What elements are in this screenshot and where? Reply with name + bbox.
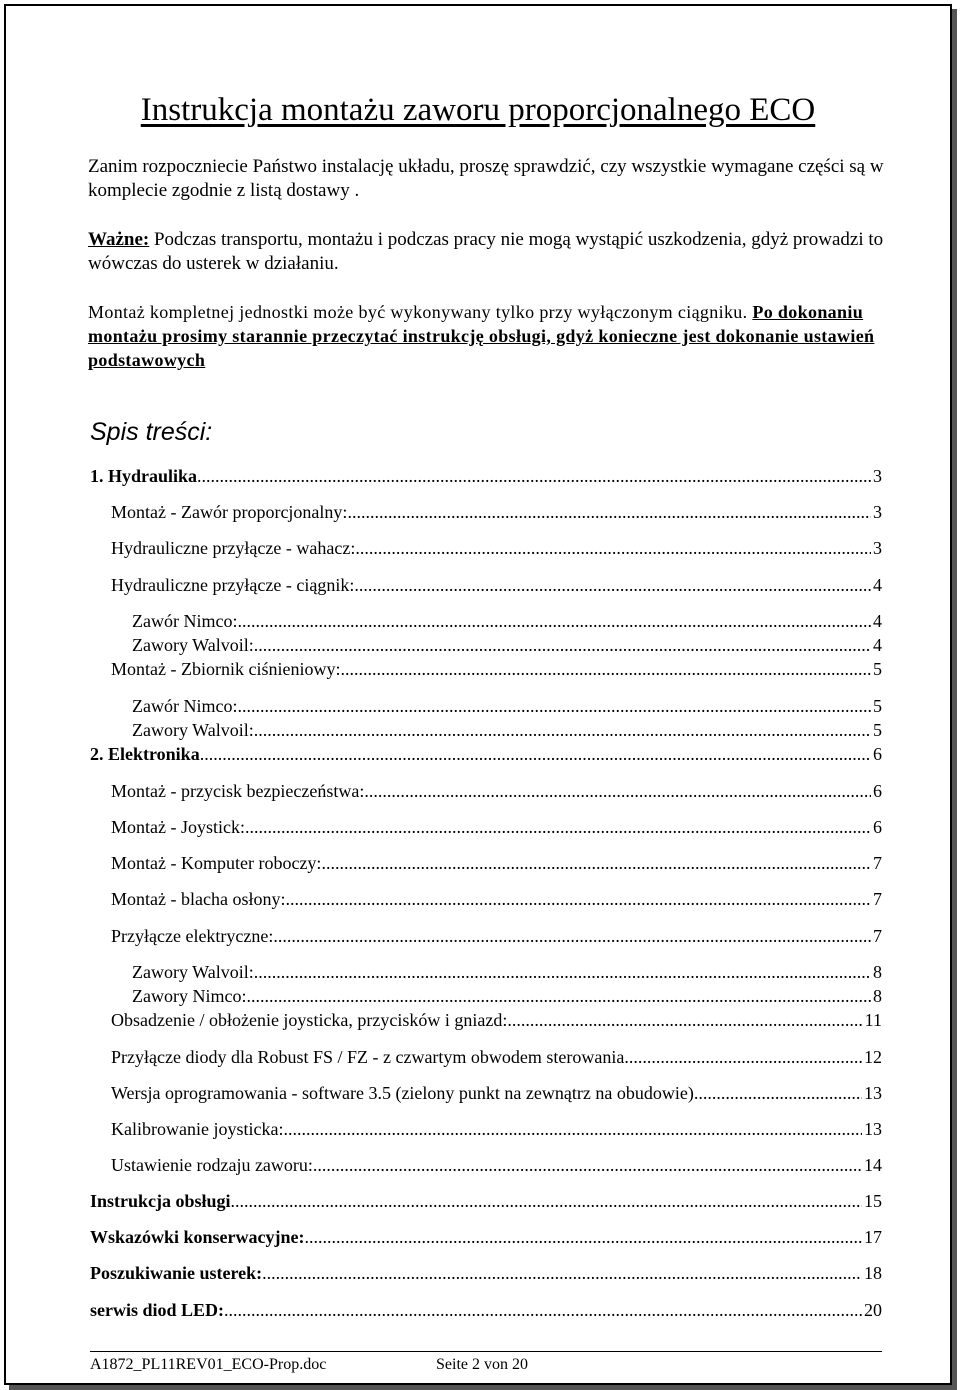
toc-entry-page: 17: [864, 1227, 882, 1247]
toc-entry-label: Montaż - Zawór proporcjonalny:: [111, 502, 348, 522]
assembly-note-emphasis: Po dokonaniu montażu prosimy starannie przeczytać instrukcję obsługi, gdyż konieczne jest dokonanie ustawień podstawowych: [88, 302, 875, 370]
toc-entry-wskazowki[interactable]: [90, 1225, 882, 1249]
toc-entry-label: Poszukiwanie usterek:: [90, 1263, 263, 1283]
toc-entry-label: Montaż - przycisk bezpieczeństwa:: [111, 781, 365, 801]
toc-entry[interactable]: [111, 1153, 882, 1177]
toc-entry-page: 15: [864, 1191, 882, 1211]
toc-entry-label: Instrukcja obsługi: [90, 1191, 231, 1211]
toc-entry-label: Przyłącze elektryczne:: [111, 926, 274, 946]
toc-entry-instrukcja-obslugi[interactable]: [90, 1189, 882, 1213]
footer-page-info: Seite 2 von 20: [436, 1356, 528, 1373]
toc-entry-page: 4: [873, 611, 882, 631]
toc-entry[interactable]: [132, 718, 882, 742]
toc-entry-page: 4: [873, 635, 882, 655]
toc-entry-hydraulika[interactable]: [90, 464, 882, 488]
toc-entry-page: 3: [873, 538, 882, 558]
toc-entry-page: 12: [864, 1047, 882, 1067]
toc-entry-label: Zawór Nimco:: [132, 696, 238, 716]
toc-entry[interactable]: [111, 1045, 882, 1069]
intro-paragraph: Zanim rozpoczniecie Państwo instalację układu, proszę sprawdzić, czy wszystkie wymagane części są w komplecie zgodnie z listą dostawy .: [88, 156, 884, 201]
page-frame: [4, 4, 952, 1385]
toc-entry-serwis-diod[interactable]: [90, 1298, 882, 1322]
toc-entry-elektronika[interactable]: [90, 742, 882, 766]
toc-entry-label: Montaż - blacha osłony:: [111, 889, 286, 909]
footer-divider: [90, 1351, 882, 1352]
toc-entry[interactable]: [132, 984, 882, 1008]
toc-entry-label: Zawory Nimco:: [132, 986, 247, 1006]
warning-label: Ważne:: [88, 229, 150, 250]
toc-entry[interactable]: [111, 657, 882, 681]
toc-entry-label: Zawory Walvoil:: [132, 635, 254, 655]
warning-paragraph: [88, 228, 888, 276]
toc-entry-page: 18: [864, 1263, 882, 1283]
toc-entry-page: 7: [873, 926, 882, 946]
toc-entry-label: serwis diod LED:: [90, 1300, 225, 1320]
toc-entry[interactable]: [111, 887, 882, 911]
toc-entry-label: Zawór Nimco:: [132, 611, 238, 631]
toc-heading: Spis treści:: [90, 418, 213, 446]
toc-entry-label: Ustawienie rodzaju zaworu:: [111, 1155, 313, 1175]
toc-entry[interactable]: [132, 633, 882, 657]
toc-entry-page: 5: [873, 696, 882, 716]
toc-entry[interactable]: [111, 573, 882, 597]
toc-entry-label: Montaż - Joystick:: [111, 817, 245, 837]
toc-entry-label: Obsadzenie / obłożenie joysticka, przycisków i gniazd:: [111, 1010, 508, 1030]
toc-entry-poszukiwanie[interactable]: [90, 1261, 882, 1285]
assembly-note-paragraph: [88, 300, 888, 372]
toc-entry[interactable]: [111, 851, 882, 875]
toc-entry-page: 20: [864, 1300, 882, 1320]
toc-entry[interactable]: [132, 694, 882, 718]
toc-entry-label: Montaż - Zbiornik ciśnieniowy:: [111, 659, 341, 679]
toc-entry-page: 8: [873, 962, 882, 982]
toc-entry-page: 7: [873, 889, 882, 909]
toc-entry[interactable]: [111, 500, 882, 524]
toc-entry-page: 13: [864, 1083, 882, 1103]
toc-entry-label: Wersja oprogramowania - software 3.5 (zielony punkt na zewnątrz na obudowie): [111, 1083, 694, 1103]
toc-entry-label: Zawory Walvoil:: [132, 720, 254, 740]
toc-entry-page: 3: [873, 466, 882, 486]
toc-entry-label: Hydrauliczne przyłącze - wahacz:: [111, 538, 356, 558]
toc-entry[interactable]: [111, 1008, 882, 1032]
toc-entry-page: 11: [864, 1010, 882, 1030]
toc-entry[interactable]: [111, 1081, 882, 1105]
toc-entry-page: 13: [864, 1119, 882, 1139]
toc-entry[interactable]: [111, 779, 882, 803]
toc-entry-page: 5: [873, 659, 882, 679]
toc-entry-page: 4: [873, 575, 882, 595]
assembly-note-text: Montaż kompletnej jednostki może być wykonywany tylko przy wyłączonym ciągniku.: [88, 302, 753, 322]
toc-entry-label: Zawory Walvoil:: [132, 962, 254, 982]
toc-entry-label: Przyłącze diody dla Robust FS / FZ - z czwartym obwodem sterowania: [111, 1047, 625, 1067]
page-title: Instrukcja montażu zaworu proporcjonalnego ECO: [140, 92, 816, 128]
toc-entry[interactable]: [132, 609, 882, 633]
toc-entry-page: 14: [864, 1155, 882, 1175]
toc-entry-page: 6: [873, 817, 882, 837]
warning-text: Podczas transportu, montażu i podczas pracy nie mogą wystąpić uszkodzenia, gdyż prowadzi to wówczas do usterek w działaniu.: [88, 229, 884, 274]
toc-entry-page: 3: [873, 502, 882, 522]
toc-entry-label: Hydrauliczne przyłącze - ciągnik:: [111, 575, 355, 595]
toc-entry-page: 6: [873, 781, 882, 801]
toc-entry-label: 1. Hydraulika: [90, 466, 198, 486]
toc-entry-label: Wskazówki konserwacyjne:: [90, 1227, 305, 1247]
toc-entry[interactable]: [132, 960, 882, 984]
toc-entry-page: 6: [873, 744, 882, 764]
toc-entry-label: Kalibrowanie joysticka:: [111, 1119, 284, 1139]
toc-entry-label: Montaż - Komputer roboczy:: [111, 853, 322, 873]
toc-entry[interactable]: [111, 1117, 882, 1141]
toc-entry-page: 5: [873, 720, 882, 740]
toc-entry[interactable]: [111, 815, 882, 839]
toc-entry-page: 7: [873, 853, 882, 873]
toc-entry[interactable]: [111, 536, 882, 560]
toc-entry-label: 2. Elektronika: [90, 744, 200, 764]
toc-entry[interactable]: [111, 924, 882, 948]
toc-entry-page: 8: [873, 986, 882, 1006]
footer-doc-name: A1872_PL11REV01_ECO-Prop.doc: [90, 1356, 327, 1373]
